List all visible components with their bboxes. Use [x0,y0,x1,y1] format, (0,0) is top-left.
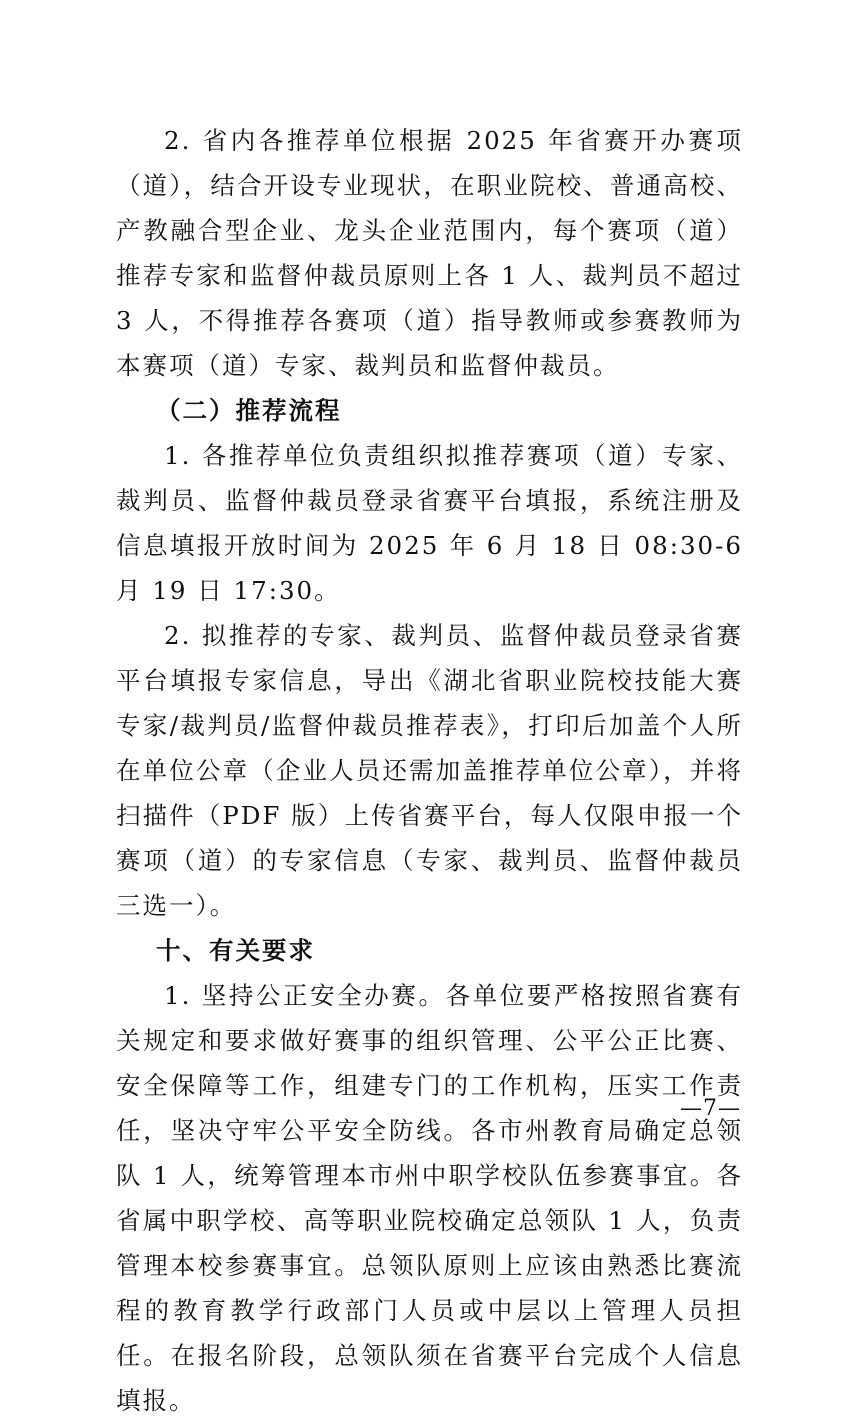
paragraph-recommend-scope: 2. 省内各推荐单位根据 2025 年省赛开办赛项（道），结合开设专业现状，在职业院校、普通高校、产教融合型企业、龙头企业范围内，每个赛项（道）推荐专家和监督仲裁员原则上各 1 人、裁判员不超过 3 人，不得推荐各赛项（道）指导教师或参赛教师为本赛项（道）专家、裁判员和监督仲裁员。 [116,126,743,380]
paragraph-registration-time: 1. 各推荐单位负责组织拟推荐赛项（道）专家、裁判员、监督仲裁员登录省赛平台填报，系统注册及信息填报开放时间为 2025 年 6 月 18 日 08:30-6 月 19 日 17:30。 [116,441,743,605]
page-number: —7— [680,1096,741,1121]
paragraph-fair-safe-competition: 1. 坚持公正安全办赛。各单位要严格按照省赛有关规定和要求做好赛事的组织管理、公平公正比赛、安全保障等工作，组建专门的工作机构，压实工作责任，坚决守牢公平安全防线。各市州教育局确定总领队 1 人，统筹管理本市州中职学校队伍参赛事宜。各省属中职学校、高等职业院校确定总领队 1 人，负责管理本校参赛事宜。总领队原则上应该由熟悉比赛流程的教育教学行政部门人员或中层以上管理人员担任。在报名阶段，总领队须在省赛平台完成个人信息填报。 [116,981,743,1415]
section-heading-recommend-process: （二）推荐流程 [156,396,342,425]
section-heading-requirements: 十、有关要求 [156,936,315,965]
paragraph-expert-info-submission: 2. 拟推荐的专家、裁判员、监督仲裁员登录省赛平台填报专家信息，导出《湖北省职业院校技能大赛专家/裁判员/监督仲裁员推荐表》，打印后加盖个人所在单位公章（企业人员还需加盖推荐单位公章），并将扫描件（PDF 版）上传省赛平台，每人仅限申报一个赛项（道）的专家信息（专家、裁判员、监督仲裁员三选一）。 [116,621,743,920]
document-body [116,118,743,1423]
